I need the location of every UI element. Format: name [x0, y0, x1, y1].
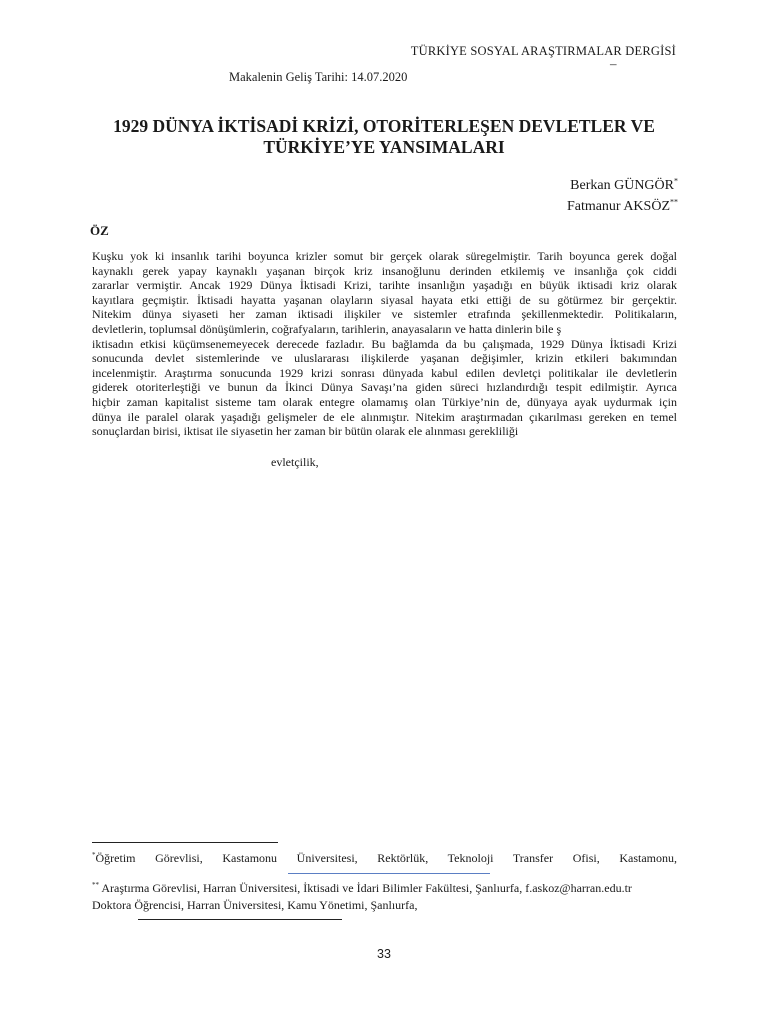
footnote-link-underline	[288, 873, 490, 874]
article-title	[90, 116, 678, 158]
footnote-2	[92, 880, 677, 913]
journal-dash: –	[610, 56, 617, 71]
received-date: Makalenin Geliş Tarihi: 14.07.2020	[229, 70, 408, 84]
footnote-separator	[92, 842, 278, 843]
author-2-name: Fatmanur AKSÖZ	[566, 199, 670, 214]
footnote-2-mark: **	[92, 881, 99, 889]
abstract-line: sonucunda devlet sistemlerinde ve uluslararası ilişkilerde yaşanan değişimler, krizin etkileri bakımından	[92, 351, 677, 366]
title-line-1: 1929 DÜNYA İKTİSADİ KRİZİ, OTORİTERLEŞEN DEVLETLER VE	[113, 116, 655, 136]
author-2-mark: **	[670, 197, 678, 207]
abstract-line: Kuşku yok ki insanlık tarihi boyunca krizler somut bir gerçek olarak süregelmiştir. Tarih boyunca gerek doğal	[92, 249, 677, 263]
abstract-line: zararlar vermiştir. Ancak 1929 Dünya İktisadi Krizi, tarihte insanlığın yaşadığı en büyük iktisadi kriz olarak	[92, 278, 677, 293]
author-1-mark: *	[674, 176, 678, 186]
footnote-1	[92, 851, 677, 866]
abstract-line: hiçbir zaman kapitalist sisteme tam olarak entegre olamamış olan Türkiye’nin de, dünyaya ayak uydurmak için	[92, 394, 677, 409]
keywords-fragment: evletçilik,	[271, 455, 319, 469]
title-line-2: TÜRKİYE’YE YANSIMALARI	[263, 137, 505, 157]
footnote-2-line-1	[92, 880, 677, 897]
abstract-line: kayıtlara geçmiştir. İktisadi hayatta yaşanan olayların siyasal hayata etki ettiği de su götürmez bir gerçektir.	[92, 292, 677, 307]
author-1-name: Berkan GÜNGÖR	[570, 178, 674, 193]
abstract-body	[92, 249, 677, 439]
page-number: 33	[377, 947, 391, 961]
footnote-1-text: Öğretim Görevlisi, Kastamonu Üniversitesi, Rektörlük, Teknoloji Transfer Ofisi, Kastamonu,	[95, 851, 677, 865]
footnote-1-mark: *	[92, 851, 96, 859]
abstract-line: dünya ile paralel olarak yaşadığı gelişmeler de ele alınmıştır. Nitekim araştırmadan çıkarılması gereken en temel	[92, 409, 677, 424]
abstract-line: sonuçlardan birisi, iktisat ile siyasetin her zaman bir bütün olarak ele alınması gerekliliği	[92, 424, 519, 439]
author-list	[567, 175, 678, 217]
author-1	[567, 175, 678, 196]
abstract-line: Nitekim dünya siyaseti her zaman iktisadi ilişkiler ve sistemler etrafında şekillenmektedir. Politikaların,	[92, 307, 677, 322]
footnote-2-text: Araştırma Görevlisi, Harran Üniversitesi, İktisadi ve İdari Bilimler Fakültesi, Şanlıurfa, f.askoz@harran.edu.tr	[99, 881, 632, 895]
footnote-2-line-2: Doktora Öğrencisi, Harran Üniversitesi, Kamu Yönetimi, Şanlıurfa,	[92, 897, 418, 912]
abstract-line: giderek otoriterleştiği ve bunun da İkinci Dünya Savaşı’na giden süreci hızlandırdığı tespit edilmiştir. Ayrıca	[92, 380, 677, 395]
abstract-line: iktisadın etkisi küçümsenemeyecek derecede fazladır. Bu bağlamda da bu çalışmada, 1929 Dünya İktisadi Krizi	[92, 336, 677, 351]
footnote-separator-2	[138, 919, 342, 920]
journal-name: TÜRKİYE SOSYAL ARAŞTIRMALAR DERGİSİ	[410, 44, 676, 58]
abstract-line: kaynaklı gerek yapay kaynaklı yaşanan birçok kriz insanoğlunu derinden etkilemiş ve insanlığa çok ciddi	[92, 263, 677, 278]
abstract-line: incelenmiştir. Araştırma sonucunda 1929 krizi sonrası dünyada kabul edilen devletçi politikalar ile devletlerin	[92, 365, 677, 380]
abstract-heading: ÖZ	[90, 223, 109, 238]
author-2	[567, 196, 678, 217]
abstract-line: devletlerin, toplumsal dönüşümlerin, coğrafyaların, tarihlerin, anayasaların ve hatta dinlerin bile ş	[92, 321, 562, 336]
